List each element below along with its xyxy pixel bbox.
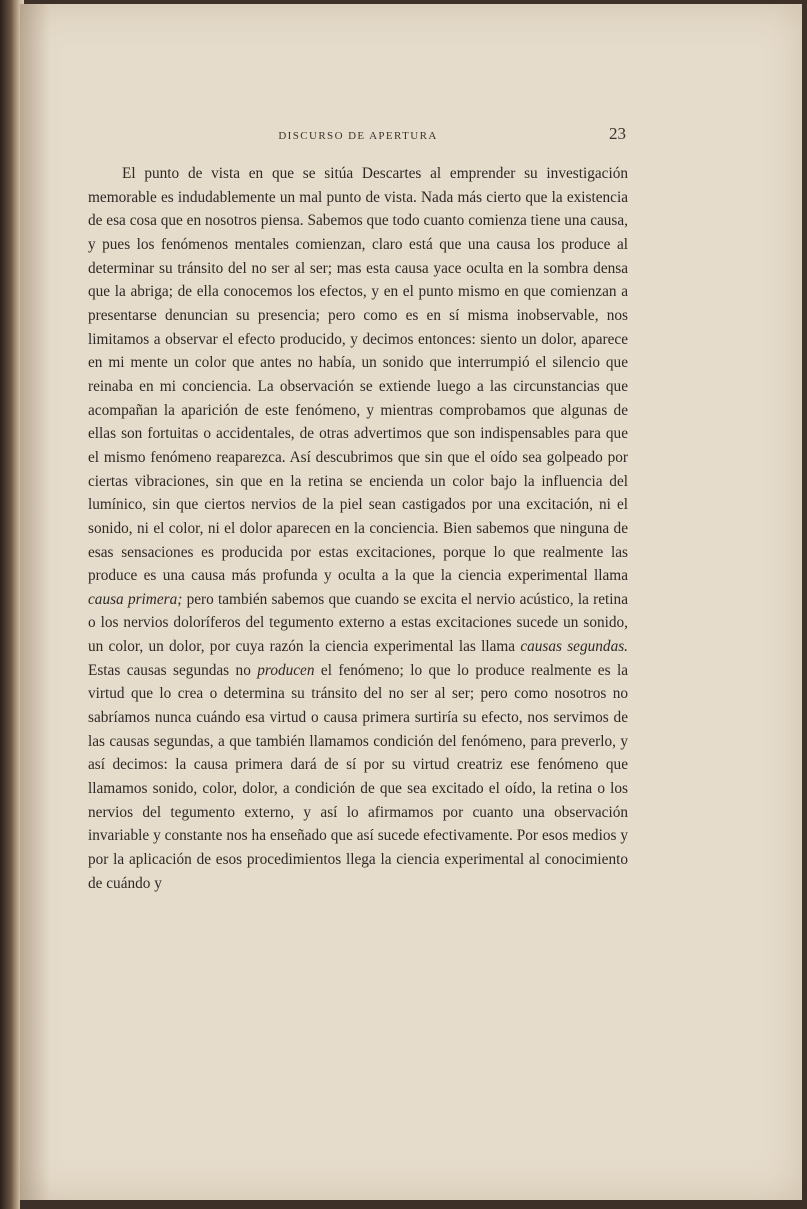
- text-segment: pero también sabemos que cuando se excita el nervio acústico, la retina o los nervios doloríferos del tegumento externo a estas excitaciones sucede un sonido, un color, un dolor, por cuya razón la ciencia experimental las llama: [88, 590, 628, 656]
- italic-term: causas segundas.: [520, 638, 628, 656]
- page-sheet: [20, 4, 802, 1200]
- page-number: 23: [609, 124, 626, 143]
- text-segment: El punto de vista en que se sitúa Descartes al emprender su investigación memorable es indudablemente un mal punto de vista. Nada más cierto que la existencia de esa cosa que en nosotros piensa. Sabemos que todo cuanto comienza tiene una causa, y pues los fenómenos mentales comienzan, claro está que una causa los produce al determinar su tránsito del no ser al ser; mas esta causa yace oculta en la sombra densa que la abriga; de ella conocemos los efectos, y en el punto mismo en que comienzan a presentarse denuncian su presencia; pero como es en sí misma inobservable, nos limitamos a observar el efecto producido, y decimos entonces: siento un dolor, aparece en mi mente un color que antes no había, un sonido que interrumpió el silencio que reinaba en mi conciencia. La observación se extiende luego a las circunstancias que acompañan la aparición de este fenómeno, y mientras comprobamos que algunas de ellas son fortuitas o accidentales, de otras advertimos que son indispensables para que el mismo fenómeno reaparezca. Así descubrimos que sin que el oído sea golpeado por ciertas vibraciones, sin que en la retina se encienda un color bajo la influencia del lumínico, sin que ciertos nervios de la piel sean castigados por una excitación, ni el sonido, ni el color, ni el dolor aparecen en la conciencia. Bien sabemos que ninguna de esas sensaciones es producida por estas excitaciones, porque lo que realmente las produce es una causa más profunda y oculta a la que la ciencia experimental llama: [88, 165, 628, 585]
- page-header: [90, 124, 626, 146]
- text-segment: el fenómeno; lo que lo produce realmente es la virtud que lo crea o determina su tránsito del no ser al ser; pero como nosotros no sabríamos nunca cuándo esa virtud o causa primera surtiría su efecto, nos servimos de las causas segundas, a que también llamamos condición del fenómeno, para preverlo, y así decimos: la causa primera dará de sí por su virtud creatriz ese fenómeno que llamamos sonido, color, dolor, a condición de que sea excitado el oído, la retina o los nervios del tegumento externo, y así lo afirmamos por cuanto una observación invariable y constante nos ha enseñado que así sucede efectivamente. Por esos medios y por la aplicación de esos procedimientos llega la ciencia experimental al conocimiento de cuándo y: [88, 661, 628, 892]
- italic-term: producen: [257, 661, 315, 679]
- running-title: DISCURSO DE APERTURA: [278, 130, 438, 142]
- body-paragraph: [88, 162, 628, 895]
- italic-term: causa primera;: [88, 590, 183, 608]
- page-bottom-edge: [20, 1200, 807, 1209]
- text-segment: Estas causas segundas no: [88, 661, 258, 679]
